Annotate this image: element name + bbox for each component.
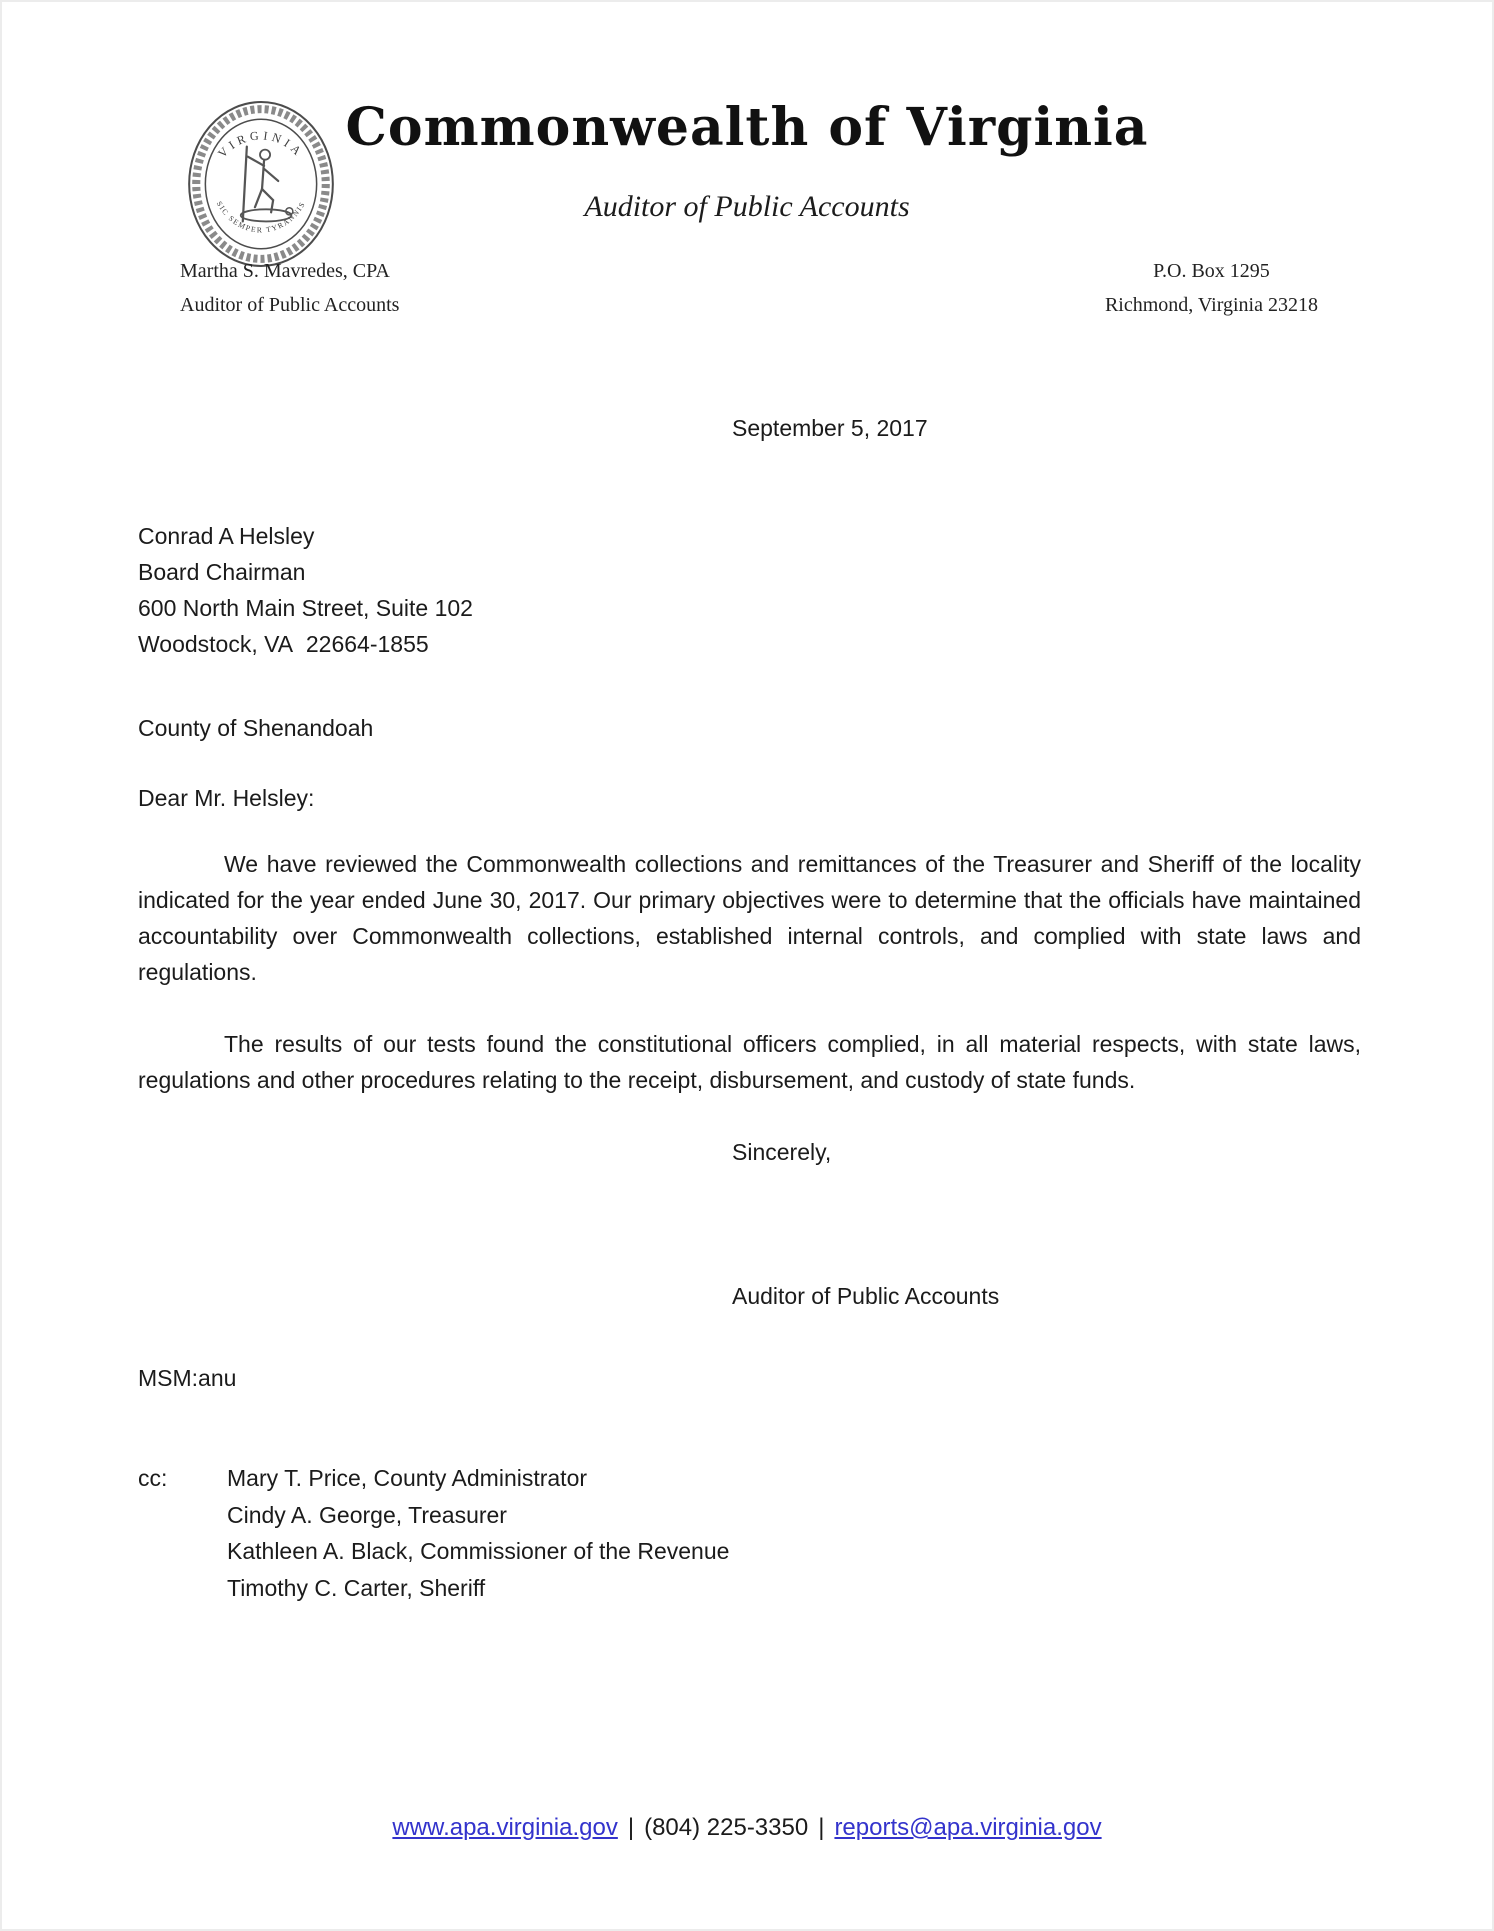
office-city-line: Richmond, Virginia 23218 [1104,294,1318,316]
recipient-title: Board Chairman [138,559,306,585]
seal-top-motto: VIRGINIA [215,128,307,161]
closing: Sincerely, [732,1139,832,1165]
letterhead-subtitle: Auditor of Public Accounts [584,190,910,223]
footer-separator-2: | [818,1814,825,1841]
recipient-name: Conrad A Helsley [138,523,315,549]
cc-block [138,1460,1361,1606]
office-po-box: P.O. Box 1295 [1153,260,1270,282]
salutation: Dear Mr. Helsley: [138,785,315,811]
letter-date: September 5, 2017 [732,415,928,441]
email-link[interactable]: reports@apa.virginia.gov [834,1814,1102,1841]
seal-bottom-motto: SIC SEMPER TYRANNIS [214,199,308,235]
paragraph-2: The results of our tests found the constitutional officers complied, in all material respects, with state laws, regulations and other procedures relating to the receipt, disbursement, and custody of state funds. [138,1031,1361,1093]
office-address-block [1105,254,1318,322]
recipient-block [138,518,1361,662]
recipient-city: Woodstock, VA 22664-1855 [138,631,429,657]
cc-name-2: Cindy A. George, Treasurer [227,1501,507,1528]
letterhead [2,2,1492,342]
cc-name-4: Timothy C. Carter, Sheriff [227,1574,486,1601]
paragraph-1: We have reviewed the Commonwealth collections and remittances of the Treasurer and Sheriff of the locality indicated for the year ended June 30, 2017. Our primary objectives were to determine that the officials have maintained accountability over Commonwealth collections, established internal controls, and complied with state laws and regulations. [138,851,1361,985]
letterhead-title: Commonwealth of Virginia [345,97,1149,158]
phone-number: (804) 225-3350 [644,1814,809,1841]
recipient-street: 600 North Main Street, Suite 102 [138,595,473,621]
letter-body [2,410,1492,1606]
cc-names [227,1460,729,1606]
official-block [180,254,399,322]
signer-title: Auditor of Public Accounts [732,1283,1000,1309]
cc-name-3: Kathleen A. Black, Commissioner of the Revenue [227,1538,730,1564]
locality-line: County of Shenandoah [138,715,374,741]
official-name: Martha S. Mavredes, CPA [180,260,390,282]
footer [2,1810,1492,1846]
reference-initials: MSM:anu [138,1365,237,1391]
official-title: Auditor of Public Accounts [180,294,400,316]
footer-separator-1: | [627,1814,635,1841]
website-link[interactable]: www.apa.virginia.gov [392,1814,618,1841]
cc-name-1: Mary T. Price, County Administrator [227,1465,588,1491]
cc-label: cc: [138,1465,168,1491]
